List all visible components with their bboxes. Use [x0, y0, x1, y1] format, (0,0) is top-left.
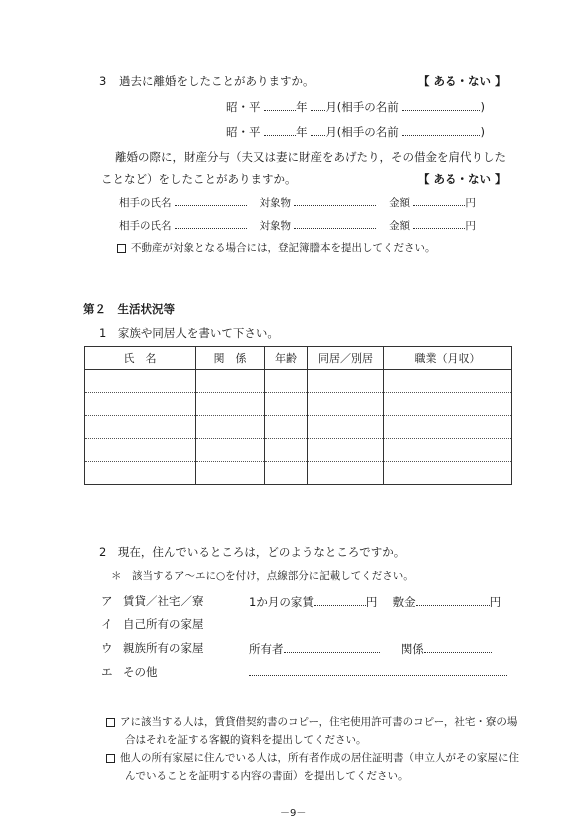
- date-line-2: [226, 124, 485, 139]
- cell[interactable]: [384, 370, 512, 393]
- cell[interactable]: [308, 416, 384, 439]
- month-label: 月(相手の名前: [325, 100, 399, 114]
- table-row: [85, 416, 512, 439]
- amount-field[interactable]: [413, 194, 465, 206]
- cell[interactable]: [265, 370, 308, 393]
- checkbox-icon: [106, 754, 115, 763]
- cell[interactable]: [265, 462, 308, 485]
- year-label: 年: [296, 125, 308, 139]
- owner-label: 所有者: [249, 642, 284, 656]
- rent-label: 1か月の家賃: [249, 595, 314, 609]
- cell[interactable]: [265, 439, 308, 462]
- year-field[interactable]: [264, 99, 296, 111]
- cell[interactable]: [265, 416, 308, 439]
- option-u-details: [249, 641, 492, 656]
- amount-label: 金額: [389, 197, 411, 209]
- section2-instruction: ＊ 該当するア～エに○を付け，点線部分に記載してください。: [111, 570, 414, 582]
- option-i-label: 自己所有の家屋: [123, 617, 204, 631]
- checkbox-icon: [106, 718, 115, 727]
- cell[interactable]: [384, 416, 512, 439]
- cell[interactable]: [384, 393, 512, 416]
- partner-name-label: 相手の氏名: [119, 220, 172, 232]
- table-header-row: [85, 347, 512, 370]
- section2-item1: 1 家族や同居人を書いて下さい。: [99, 326, 279, 340]
- q3-question: 過去に離婚をしたことがありますか。: [119, 74, 315, 88]
- cell[interactable]: [85, 393, 196, 416]
- cell[interactable]: [384, 439, 512, 462]
- cell[interactable]: [85, 439, 196, 462]
- header-cohabit: 同居／別居: [308, 347, 384, 370]
- note-1-line2: 合はそれを証する客観的資料を提出してください。: [125, 734, 367, 746]
- cell[interactable]: [308, 393, 384, 416]
- option-e-label: その他: [123, 665, 158, 679]
- deposit-field[interactable]: [416, 594, 490, 606]
- section2-item2: 2 現在，住んでいるところは，どのようなところですか。: [99, 545, 406, 559]
- other-field[interactable]: [249, 674, 507, 676]
- month-field[interactable]: [311, 124, 325, 136]
- option-a-mark[interactable]: ア: [101, 594, 113, 608]
- table-row: [85, 439, 512, 462]
- close-paren: ): [480, 100, 485, 114]
- table-row: [85, 393, 512, 416]
- cell[interactable]: [196, 393, 265, 416]
- checkbox-icon: [117, 244, 126, 253]
- cell[interactable]: [196, 370, 265, 393]
- q3-number: 3: [99, 74, 107, 88]
- table-row: [85, 462, 512, 485]
- section2-heading: 第２ 生活状況等: [83, 302, 175, 316]
- owner-field[interactable]: [284, 641, 380, 653]
- amount-field[interactable]: [413, 217, 465, 229]
- partner-name-field[interactable]: [175, 217, 247, 229]
- header-occupation: 職業（月収）: [384, 347, 512, 370]
- cell[interactable]: [196, 439, 265, 462]
- cell[interactable]: [265, 393, 308, 416]
- object-label: 対象物: [259, 220, 292, 232]
- rent-yen: 円: [365, 595, 378, 609]
- header-relation: 関 係: [196, 347, 265, 370]
- family-table: [84, 346, 512, 485]
- page-number: －9－: [280, 808, 307, 819]
- object-label: 対象物: [259, 197, 292, 209]
- era-label: 昭・平: [226, 125, 261, 139]
- property-question-line2: ことなど）をしたことがありますか。: [101, 172, 297, 186]
- option-e-mark[interactable]: エ: [101, 665, 113, 679]
- option-a-details: [249, 594, 501, 609]
- header-name: 氏 名: [85, 347, 196, 370]
- close-paren: ): [480, 125, 485, 139]
- relation-field[interactable]: [424, 641, 492, 653]
- rent-field[interactable]: [314, 594, 366, 606]
- cell[interactable]: [308, 439, 384, 462]
- q3-note-text: 不動産が対象となる場合には，登記簿謄本を提出してください。: [131, 242, 436, 254]
- partner-name-label: 相手の氏名: [119, 197, 172, 209]
- q3-options: 【 ある・ない 】: [418, 74, 507, 88]
- option-a-label: 賃貸／社宅／寮: [123, 594, 204, 608]
- partner-name-field[interactable]: [402, 124, 480, 136]
- date-line-1: [226, 99, 485, 114]
- relation-label: 関係: [400, 642, 424, 656]
- partner-name-field[interactable]: [402, 99, 480, 111]
- object-field[interactable]: [294, 217, 376, 229]
- note-1-text: アに該当する人は，賃貸借契約書のコピー，住宅使用許可書のコピー，社宅・寮の場: [120, 716, 518, 728]
- partner-name-field[interactable]: [175, 194, 247, 206]
- year-field[interactable]: [264, 124, 296, 136]
- note-1-line1: [106, 716, 517, 729]
- option-u-label: 親族所有の家屋: [123, 641, 204, 655]
- year-label: 年: [296, 100, 308, 114]
- month-label: 月(相手の名前: [325, 125, 399, 139]
- deposit-label: 敷金: [392, 595, 416, 609]
- era-label: 昭・平: [226, 100, 261, 114]
- cell[interactable]: [196, 416, 265, 439]
- cell[interactable]: [384, 462, 512, 485]
- deposit-yen: 円: [489, 595, 502, 609]
- object-field[interactable]: [294, 194, 376, 206]
- yen-label: 円: [465, 220, 476, 232]
- cell[interactable]: [196, 462, 265, 485]
- property-options: 【 ある・ない 】: [418, 172, 507, 186]
- header-age: 年齢: [265, 347, 308, 370]
- option-u-mark[interactable]: ウ: [101, 641, 113, 655]
- option-i-mark[interactable]: イ: [101, 617, 113, 631]
- partner-row-1: [119, 194, 476, 210]
- cell[interactable]: [85, 370, 196, 393]
- note-2-text: 他人の所有家屋に住んでいる人は，所有者作成の居住証明書（申立人がその家屋に住: [120, 752, 519, 764]
- note-2-line1: [106, 752, 519, 765]
- cell[interactable]: [308, 462, 384, 485]
- q3-note: [117, 242, 436, 255]
- cell[interactable]: [85, 462, 196, 485]
- month-field[interactable]: [311, 99, 325, 111]
- cell[interactable]: [308, 370, 384, 393]
- cell[interactable]: [85, 416, 196, 439]
- amount-label: 金額: [389, 220, 411, 232]
- partner-row-2: [119, 217, 476, 233]
- property-question-line1: 離婚の際に，財産分与（夫又は妻に財産をあげたり，その借金を肩代りした: [115, 150, 506, 164]
- yen-label: 円: [465, 197, 476, 209]
- table-row: [85, 370, 512, 393]
- note-2-line2: んでいることを証明する内容の書面）を提出してください。: [125, 770, 409, 782]
